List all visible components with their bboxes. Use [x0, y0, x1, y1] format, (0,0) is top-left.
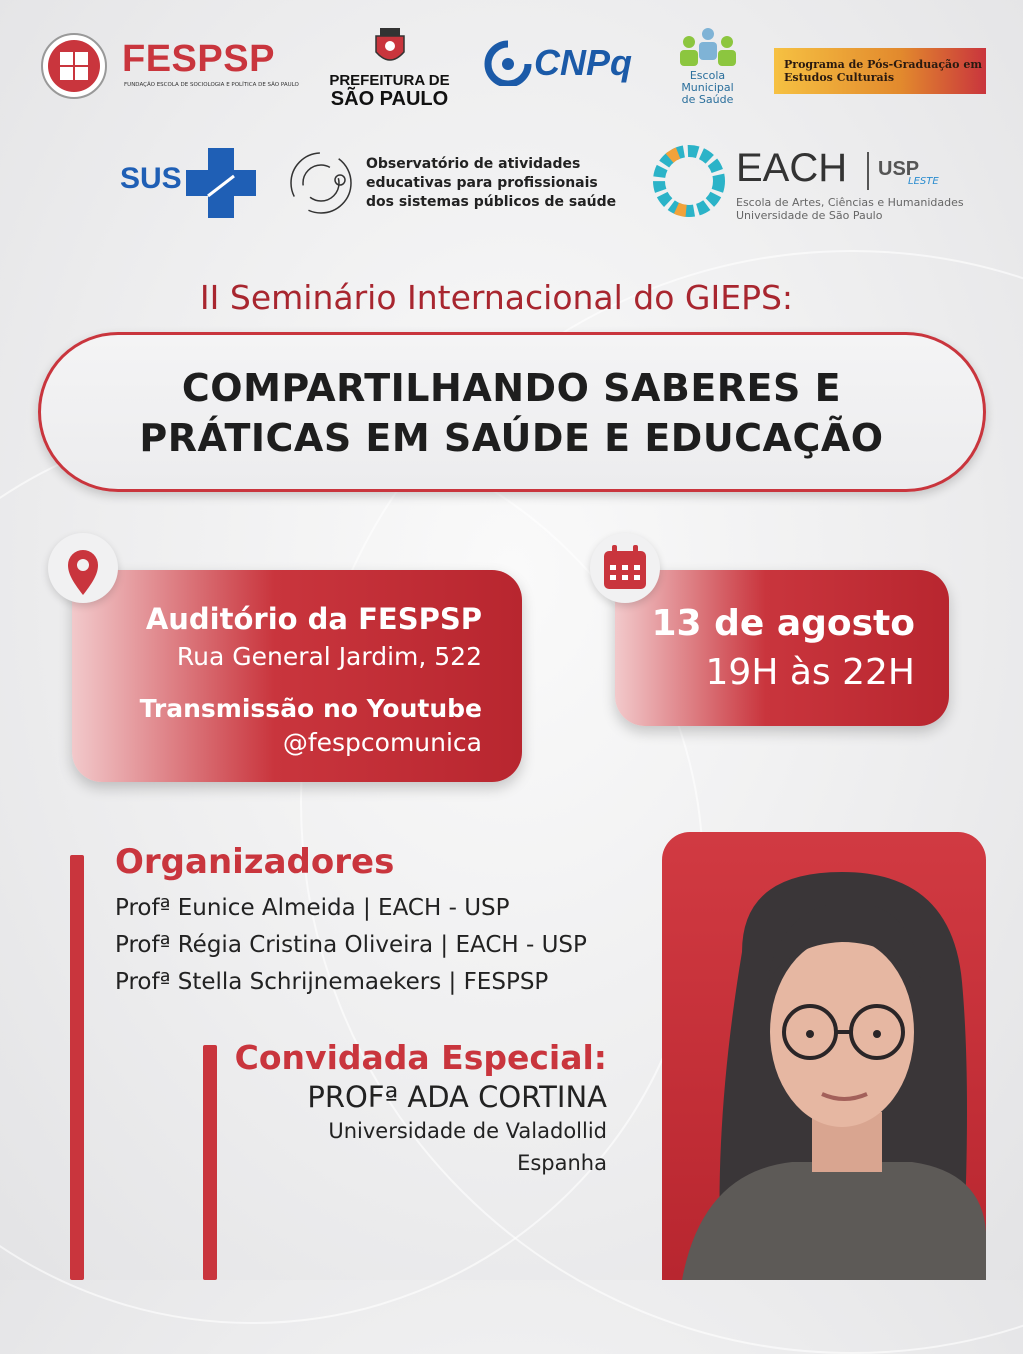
location-icon-badge: [48, 533, 118, 603]
event-date: 13 de agosto: [651, 603, 915, 644]
organizer-item: Profª Stella Schrijnemaekers | FESPSP: [115, 969, 549, 995]
observatorio-line2: educativas para profissionais: [366, 175, 598, 191]
each-usp: USP: [878, 158, 920, 180]
observatorio-line3: dos sistemas públicos de saúde: [366, 194, 617, 210]
each-divider: [867, 152, 869, 190]
venue-address: Rua General Jardim, 522: [176, 642, 482, 671]
each-logo: [650, 140, 980, 225]
cnpq-emblem-icon: [484, 40, 532, 86]
guest-institution: Universidade de Valadollid: [328, 1119, 607, 1143]
stream-label: Transmissão no Youtube: [139, 694, 482, 723]
each-usp-tag: LESTE: [908, 176, 939, 187]
stream-handle: @fespcomunica: [282, 728, 482, 757]
sus-logo: [120, 148, 260, 218]
organizers-heading: Organizadores: [115, 842, 395, 882]
event-time: 19H às 22H: [705, 652, 915, 693]
fespsp-name: FESPSP: [122, 38, 275, 80]
escola-line1: Escola: [689, 69, 726, 82]
title-pill: [38, 332, 986, 492]
prefeitura-line2: SÃO PAULO: [330, 88, 449, 110]
fespsp-seal-icon: [40, 32, 108, 100]
prefeitura-line1: PREFEITURA DE: [329, 72, 450, 89]
guest-heading: Convidada Especial:: [234, 1038, 607, 1077]
event-title-line2: PRÁTICAS EM SAÚDE E EDUCAÇÃO: [139, 416, 884, 460]
pos-graduacao-line2: Estudos Culturais: [784, 71, 895, 84]
fespsp-subtitle: FUNDAÇÃO ESCOLA DE SOCIOLOGIA E POLÍTICA DE SÃO PAULO: [124, 82, 299, 88]
escola-line3: de Saúde: [681, 93, 734, 106]
escola-municipal-logo: [670, 26, 745, 111]
each-line2: Universidade de São Paulo: [736, 209, 883, 222]
sus-cross-icon: [186, 148, 256, 218]
pos-graduacao-line1: Programa de Pós-Graduação em: [784, 58, 982, 71]
sus-name: SUS: [120, 162, 182, 195]
escola-municipal-people-icon: [675, 26, 741, 70]
sao-paulo-coat-of-arms-icon: [372, 26, 408, 68]
calendar-icon: [590, 533, 660, 603]
observatorio-logo: [288, 150, 618, 220]
each-name: EACH: [736, 146, 848, 190]
cnpq-name: CNPq: [534, 42, 632, 83]
prefeitura-logo: [322, 26, 457, 116]
fespsp-logo: [40, 32, 299, 102]
event-subtitle: II Seminário Internacional do GIEPS:: [199, 278, 794, 317]
organizer-item: Profª Eunice Almeida | EACH - USP: [115, 895, 510, 921]
each-line1: Escola de Artes, Ciências e Humanidades: [736, 196, 964, 209]
cnpq-logo: [484, 38, 644, 88]
location-pin-icon: [48, 533, 118, 603]
event-title-line1: COMPARTILHANDO SABERES E: [181, 366, 842, 410]
guest-country: Espanha: [517, 1151, 607, 1175]
date-box: [615, 570, 949, 726]
pos-graduacao-logo: [774, 48, 986, 94]
guest-photo: [662, 832, 986, 1280]
each-ring-icon: [650, 142, 728, 220]
guest-name: PROFª ADA CORTINA: [307, 1080, 607, 1114]
organizer-item: Profª Régia Cristina Oliveira | EACH - USP: [115, 932, 587, 958]
organizers-accent-bar: [70, 855, 84, 1280]
escola-line2: Municipal: [681, 81, 734, 94]
observatorio-line1: Observatório de atividades: [366, 156, 581, 172]
guest-photo-frame: [662, 832, 986, 1280]
observatorio-spiral-icon: [288, 150, 354, 216]
venue-name: Auditório da FESPSP: [145, 602, 482, 636]
calendar-icon-badge: [590, 533, 660, 603]
